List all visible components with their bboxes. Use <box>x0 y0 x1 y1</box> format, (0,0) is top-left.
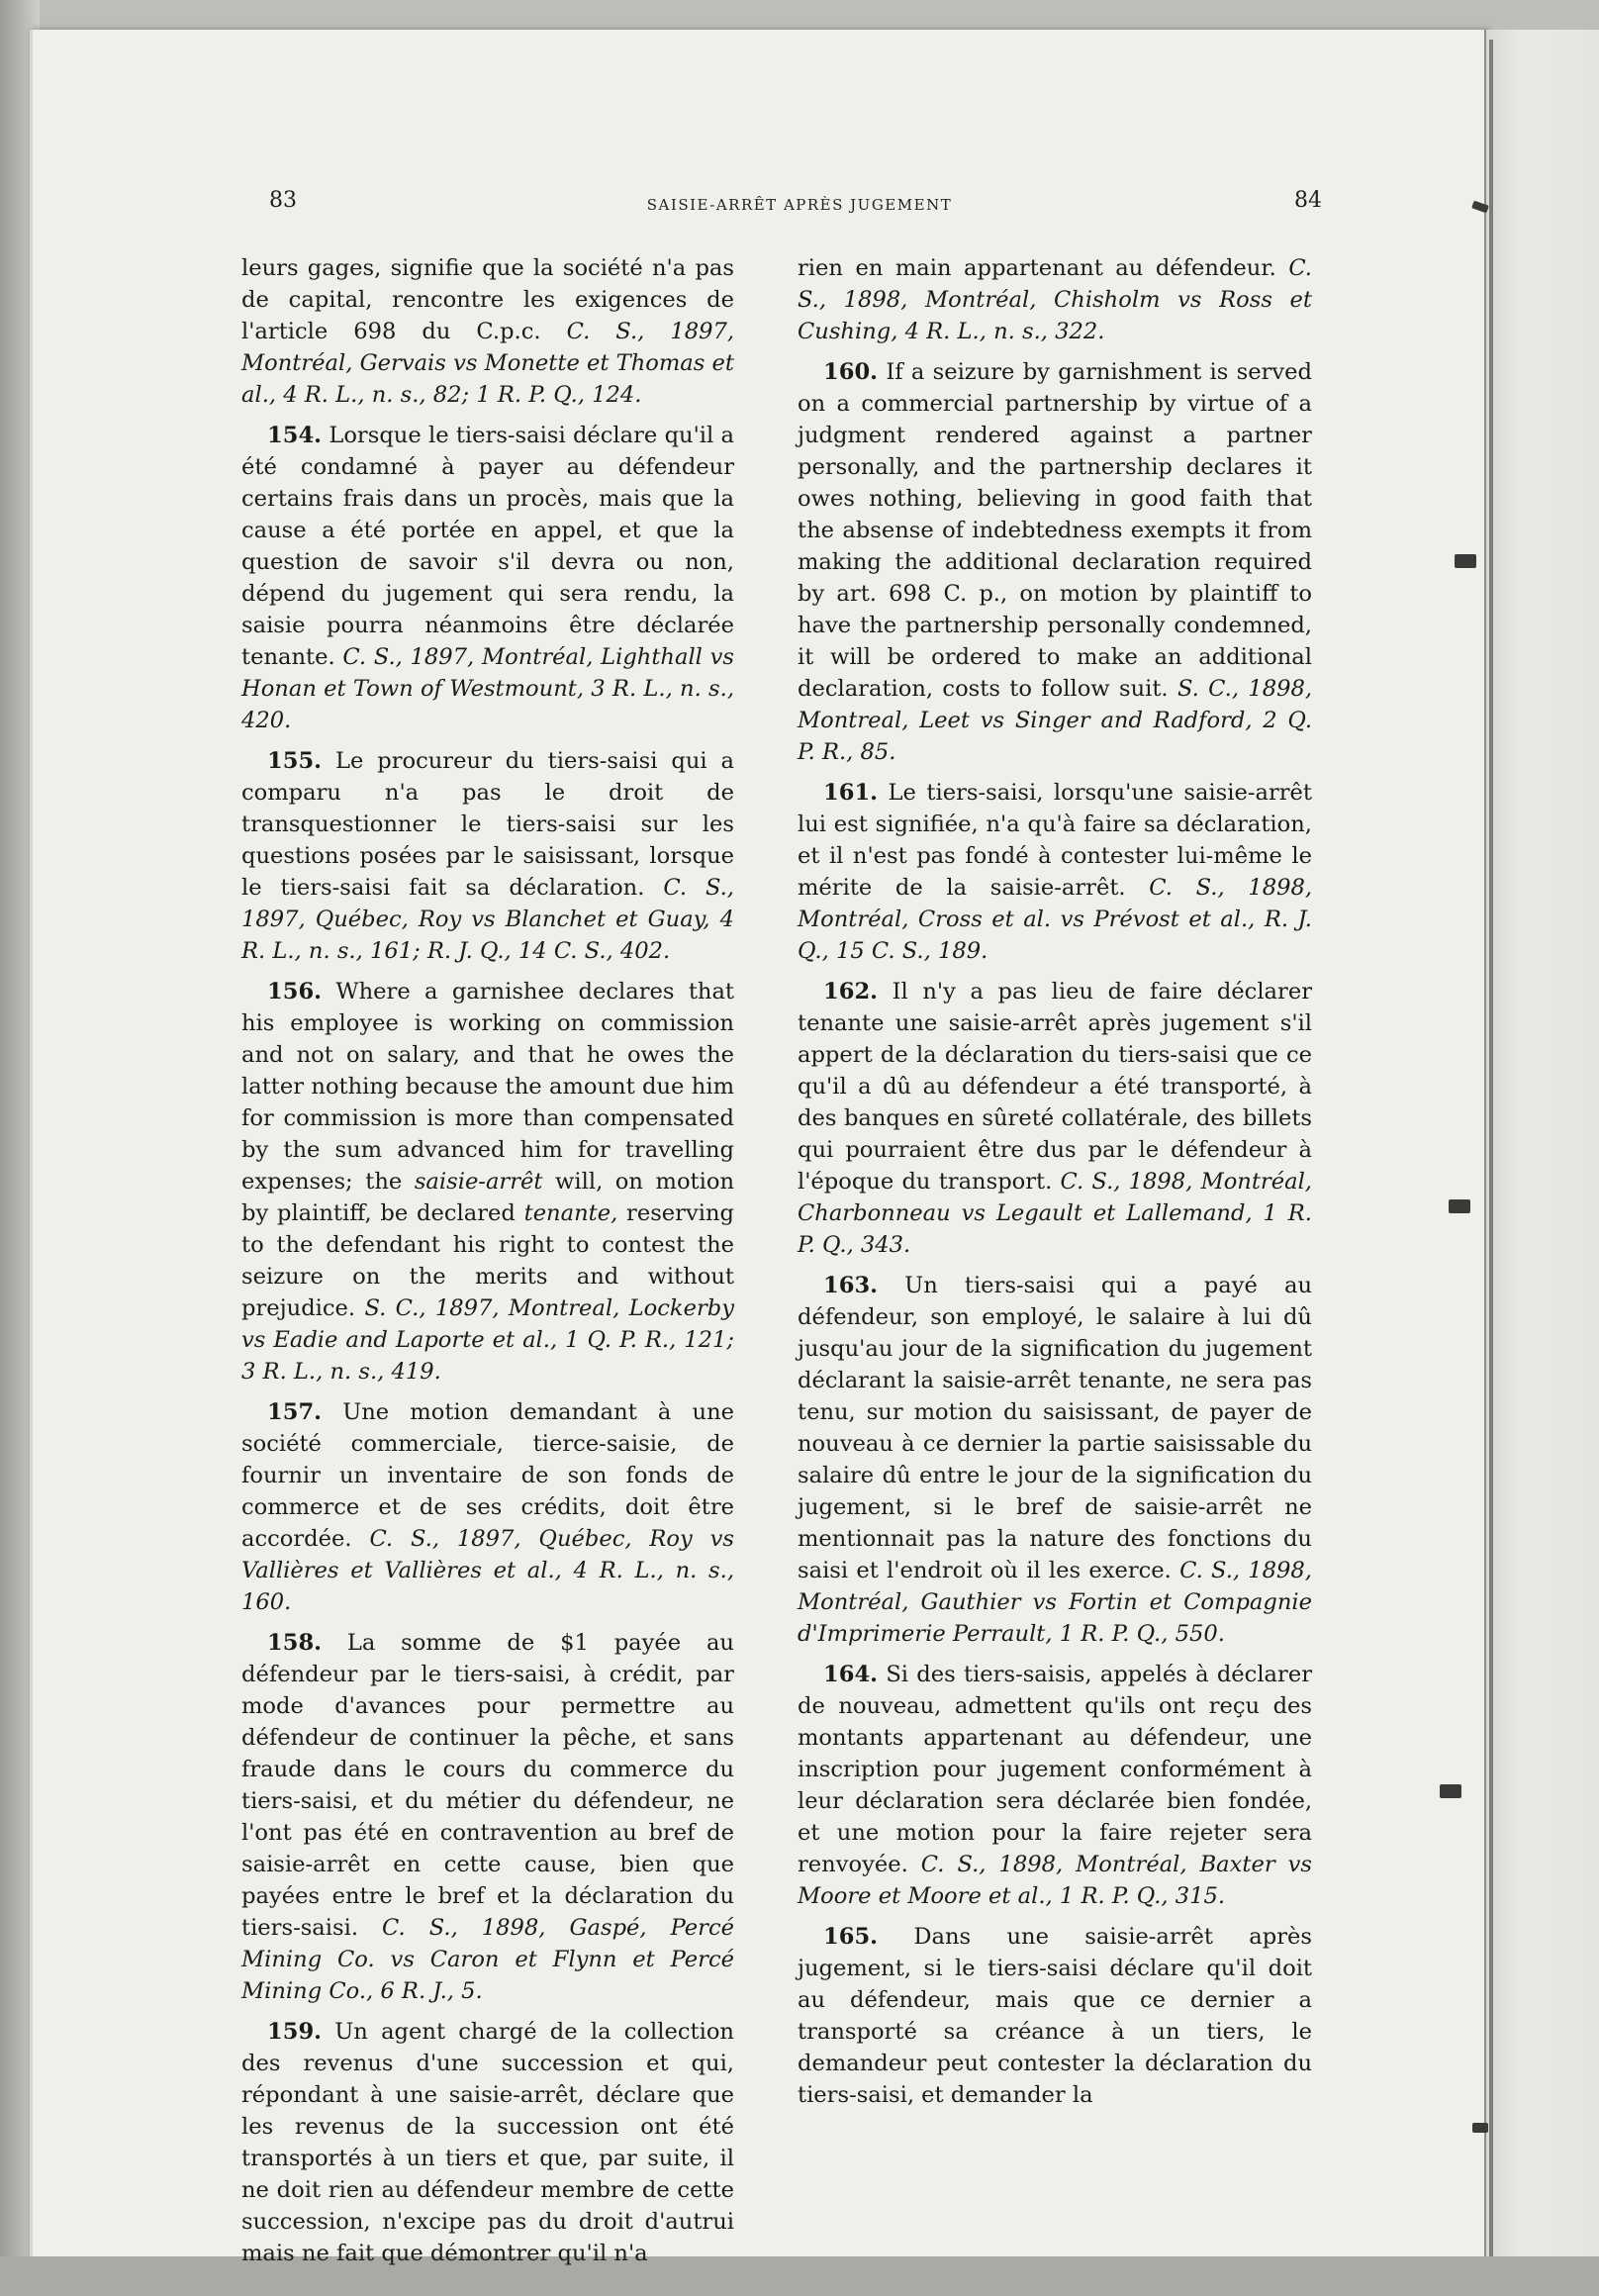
paragraph-number: 157. <box>267 1399 323 1425</box>
paragraph-text: Si des tiers-saisis, appelés à déclarer de nouveau, admettent qu'ils ont reçu des montants appartenant au défendeur, une inscription pour jugement conformément à leur déclaration sera déclarée bien fondée, et une motion pour la faire rejeter sera renvoyée. <box>798 1662 1312 1877</box>
left-page-number: 83 <box>269 188 297 213</box>
paragraph-156 <box>241 976 734 1387</box>
running-title: SAISIE-ARRÊT APRÈS JUGEMENT <box>646 196 953 214</box>
paragraph-number: 156. <box>267 979 323 1004</box>
paragraph-162 <box>798 976 1312 1261</box>
right-column <box>798 252 1312 2120</box>
citation: C. S., 1897, Québec, Roy vs Vallières et Vallières et al., 4 R. L., n. s., 160. <box>241 1526 734 1615</box>
paragraph-text: will, on motion by plaintiff, be declared <box>241 1169 735 1226</box>
paragraph-text: Il n'y a pas lieu de faire déclarer tenante une saisie-arrêt après jugement s'il appert de la déclaration du tiers-saisi que ce qu'il a dû au défendeur a été transporté, à des banques en sûreté collatérale, des billets qui pourraient être dus par le défendeur à l'époque du transport. <box>798 979 1312 1195</box>
citation: C. S., 1898, Montréal, Cross et al. vs Prévost et al., R. J. Q., 15 C. S., 189. <box>798 875 1313 964</box>
paragraph-159 <box>241 2016 734 2269</box>
citation: S. C., 1898, Montreal, Leet vs Singer and Radford, 2 Q. P. R., 85. <box>798 676 1313 765</box>
right-continuation-paragraph <box>798 252 1312 347</box>
paragraph-text: rien en main appartenant au défendeur. <box>798 255 1276 281</box>
page-crease <box>1489 40 1493 2266</box>
binding-mark <box>1440 1784 1461 1798</box>
paragraph-number: 160. <box>823 359 879 385</box>
paragraph-164 <box>798 1659 1312 1912</box>
right-page-number: 84 <box>1294 188 1322 213</box>
citation: C. S., 1898, Gaspé, Percé Mining Co. vs Caron et Flynn et Percé Mining Co., 6 R. J., 5. <box>241 1915 735 2004</box>
left-continuation-paragraph <box>241 252 734 411</box>
paragraph-text: Lorsque le tiers-saisi déclare qu'il a été condamné à payer au défendeur certains frais dans un procès, mais que la cause a été portée en appel, et que la question de savoir s'il devra ou non, dépend du jugement qui sera rendu, la saisie pourra néanmoins être déclarée tenante. <box>241 423 734 670</box>
citation: C. S., 1897, Montréal, Gervais vs Monette et Thomas et al., 4 R. L., n. s., 82; 1 R. P. Q., 124. <box>241 319 734 408</box>
paragraph-number: 159. <box>267 2019 323 2045</box>
paragraph-text: leurs gages, signifie que la société n'a pas de capital, rencontre les exigences de l'article 698 du C.p.c. <box>241 255 734 344</box>
paragraph-text: Dans une saisie-arrêt après jugement, si le tiers-saisi déclare qu'il doit au défendeur, mais que ce dernier a transporté sa créance à un tiers, le demandeur peut contester la déclaration du tiers-saisi, et demander la <box>798 1924 1312 2108</box>
emphasis: tenante, <box>523 1200 618 1226</box>
paragraph-text: Un tiers-saisi qui a payé au défendeur, son employé, le salaire à lui dû jusqu'au jour de la signification du jugement déclarant la saisie-arrêt tenante, ne sera pas tenu, sur motion du saisissant, de payer de nouveau à ce dernier la partie saisissable du salaire dû entre le jour de la signification du jugement, si le bref de saisie-arrêt ne mentionnait pas la nature des fonctions du saisi et l'endroit où il les exerce. <box>798 1273 1312 1583</box>
left-column <box>241 252 734 2278</box>
paragraph-number: 163. <box>823 1273 879 1298</box>
paragraph-text: reserving to the defendant his right to contest the seizure on the merits and without prejudice. <box>241 1200 734 1321</box>
citation: C. S., 1897, Québec, Roy vs Blanchet et Guay, 4 R. L., n. s., 161; R. J. Q., 14 C. S., 402. <box>241 875 734 964</box>
paragraph-165 <box>798 1921 1312 2111</box>
citation: S. C., 1897, Montreal, Lockerby vs Eadie and Laporte et al., 1 Q. P. R., 121; 3 R. L., n. s., 419. <box>241 1295 734 1385</box>
paragraph-number: 164. <box>823 1662 879 1687</box>
emphasis: saisie-arrêt <box>414 1169 543 1195</box>
paragraph-text: Where a garnishee declares that his employee is working on commission and not on salary, and that he owes the latter nothing because the amount due him for commission is more than compensated by the sum advanced him for travelling expenses; the <box>241 979 735 1195</box>
paragraph-number: 165. <box>823 1924 879 1950</box>
paragraph-158 <box>241 1627 734 2007</box>
citation: C. S., 1898, Montréal, Gauthier vs Fortin et Compagnie d'Imprimerie Perrault, 1 R. P. Q., 550. <box>798 1558 1312 1647</box>
paragraph-number: 154. <box>267 423 323 448</box>
paragraph-155 <box>241 745 734 967</box>
paragraph-161 <box>798 777 1312 967</box>
citation: C. S., 1897, Montréal, Lighthall vs Honan et Town of Westmount, 3 R. L., n. s., 420. <box>241 644 734 733</box>
paragraph-157 <box>241 1396 734 1618</box>
paragraph-number: 155. <box>267 748 323 774</box>
adjacent-page-edge <box>1484 30 1599 2276</box>
binding-mark <box>1449 1199 1470 1213</box>
scan-bottom-edge <box>0 2256 1599 2296</box>
paragraph-number: 161. <box>823 780 879 806</box>
binding-mark <box>1455 554 1476 568</box>
paragraph-160 <box>798 356 1312 768</box>
citation: C. S., 1898, Montréal, Charbonneau vs Legault et Lallemand, 1 R. P. Q., 343. <box>798 1169 1312 1258</box>
binding-mark <box>1472 2123 1488 2133</box>
citation: C. S., 1898, Montréal, Baxter vs Moore et Moore et al., 1 R. P. Q., 315. <box>798 1852 1312 1909</box>
paragraph-text: Le tiers-saisi, lorsqu'une saisie-arrêt lui est signifiée, n'a qu'à faire sa déclaration, et il n'est pas fondé à contester lui-même le mérite de la saisie-arrêt. <box>798 780 1313 901</box>
paragraph-text: Une motion demandant à une société commerciale, tierce-saisie, de fournir un inventaire de son fonds de commerce et de ses crédits, doit être accordée. <box>241 1399 735 1552</box>
paragraph-text: La somme de $1 payée au défendeur par le tiers-saisi, à crédit, par mode d'avances pour permettre au défendeur de continuer la pêche, et sans fraude dans le cours du commerce du tiers-saisi, et du métier du défendeur, ne l'ont pas été en contravention au bref de saisie-arrêt en cette cause, bien que payées entre le bref et la déclaration du tiers-saisi. <box>241 1630 734 1941</box>
paragraph-text: Un agent chargé de la collection des revenus d'une succession et qui, répondant à une saisie-arrêt, déclare que les revenus de la succession ont été transportés à un tiers et que, par suite, il ne doit rien au défendeur membre de cette succession, n'excipe pas du droit d'autrui mais ne fait que démontrer qu'il n'a <box>241 2019 734 2266</box>
paragraph-154 <box>241 420 734 736</box>
paragraph-163 <box>798 1270 1312 1650</box>
paragraph-number: 158. <box>267 1630 323 1656</box>
paragraph-text: If a seizure by garnishment is served on a commercial partnership by virtue of a judgment rendered against a partner personally, and the partnership declares it owes nothing, believing in good faith that the absense of indebtedness exempts it from making the additional declaration required by art. 698 C. p., on motion by plaintiff to have the partnership personally condemned, it will be ordered to make an additional declaration, costs to follow suit. <box>798 359 1312 702</box>
paragraph-number: 162. <box>823 979 879 1004</box>
citation: C. S., 1898, Montréal, Chisholm vs Ross et Cushing, 4 R. L., n. s., 322. <box>798 255 1312 344</box>
paragraph-text: Le procureur du tiers-saisi qui a comparu n'a pas le droit de transquestionner le tiers-saisi sur les questions posées par le saisissant, lorsque le tiers-saisi fait sa déclaration. <box>241 748 735 901</box>
